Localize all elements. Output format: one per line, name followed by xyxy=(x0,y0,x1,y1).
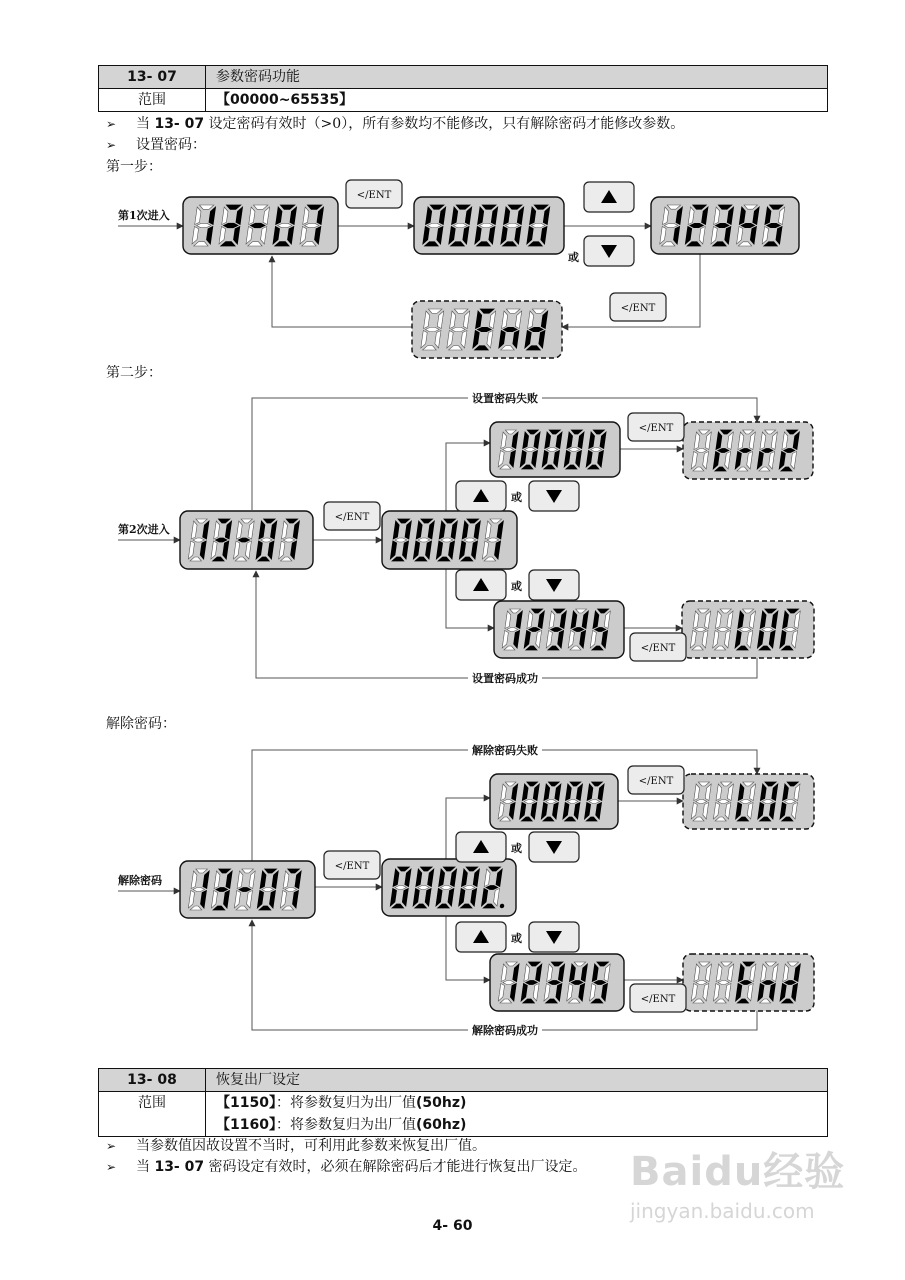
step2-heading: 第二步： xyxy=(106,365,162,381)
display-wrong-password xyxy=(490,422,620,477)
or-label: 或 xyxy=(511,580,522,593)
range-value: 【00000~65535】 xyxy=(206,89,828,112)
or-label: 或 xyxy=(511,932,522,945)
range-option-1160: 【1160】：将参数复归为出厂值(60hz) xyxy=(206,1114,828,1137)
display-right-password xyxy=(490,954,624,1011)
enter-key-icon xyxy=(324,851,380,879)
display-param-code xyxy=(180,511,313,569)
set-success-label: 设置密码成功 xyxy=(472,672,538,685)
range-label: 范围 xyxy=(99,1092,206,1137)
enter-key-icon xyxy=(628,766,684,794)
svg-text:</ENT: </ENT xyxy=(356,190,392,201)
display-input xyxy=(382,859,516,916)
entry-label: 解除密码 xyxy=(118,874,162,887)
arrowhead-bullet-icon: ➢ xyxy=(106,138,117,152)
display-set-password xyxy=(651,197,799,254)
svg-text:</ENT: </ENT xyxy=(334,512,370,523)
svg-text:</ENT: </ENT xyxy=(620,303,656,314)
set-fail-label: 设置密码失败 xyxy=(472,392,538,405)
watermark-logo: Baidu经验 xyxy=(630,1149,846,1195)
svg-text:</ENT: </ENT xyxy=(638,423,674,434)
watermark-url: jingyan.baidu.com xyxy=(630,1199,815,1223)
svg-text:</ENT: </ENT xyxy=(638,776,674,787)
note-1308-1: ➢ 当参数值因故设置不当时，可利用此参数来恢复出厂值。 xyxy=(106,1138,486,1154)
svg-text:</ENT: </ENT xyxy=(334,861,370,872)
display-err2 xyxy=(683,422,813,479)
arrowhead-bullet-icon: ➢ xyxy=(106,117,117,131)
unlock-success-label: 解除密码成功 xyxy=(472,1024,538,1037)
down-key-icon xyxy=(529,570,579,600)
unlock-heading: 解除密码： xyxy=(106,716,176,732)
up-key-icon xyxy=(456,832,506,862)
or-label: 或 xyxy=(511,491,522,504)
enter-key-icon xyxy=(628,413,684,441)
unlock-fail-label: 解除密码失败 xyxy=(472,744,538,757)
note-1307-2: ➢ 设置密码： xyxy=(106,137,206,153)
display-param-code xyxy=(180,861,315,918)
svg-text:</ENT: </ENT xyxy=(640,643,676,654)
svg-text:</ENT: </ENT xyxy=(640,994,676,1005)
or-label: 或 xyxy=(568,251,579,264)
enter-key-icon xyxy=(630,984,686,1012)
display-loc xyxy=(683,774,814,829)
display-loc xyxy=(682,601,814,658)
up-key-icon xyxy=(456,570,506,600)
step1-heading: 第一步： xyxy=(106,159,162,175)
display-wrong-password xyxy=(490,774,618,829)
range-label: 范围 xyxy=(99,89,206,112)
baidu-watermark xyxy=(630,1140,845,1223)
param-13-08-table xyxy=(98,1068,828,1137)
note-1307-1: ➢ 当 13- 07 设定密码有效时（>0），所有参数均不能修改，只有解除密码才能修改参数。 xyxy=(106,116,685,132)
page-number: 4- 60 xyxy=(432,1218,473,1234)
enter-key-icon xyxy=(346,180,402,208)
entry-label: 第2次进入 xyxy=(118,523,170,536)
up-key-icon xyxy=(456,481,506,511)
display-zero xyxy=(414,197,564,254)
down-key-icon xyxy=(529,922,579,952)
enter-key-icon xyxy=(324,502,380,530)
entry-label: 第1次进入 xyxy=(118,209,170,222)
display-end xyxy=(412,301,562,358)
arrowhead-bullet-icon: ➢ xyxy=(106,1160,117,1174)
down-key-icon xyxy=(529,832,579,862)
note-1308-2: ➢ 当 13- 07 密码设定有效时，必须在解除密码后才能进行恢复出厂设定。 xyxy=(106,1159,587,1175)
display-end xyxy=(683,954,814,1011)
param-name: 恢复出厂设定 xyxy=(206,1069,828,1092)
down-key-icon xyxy=(584,236,634,266)
up-key-icon xyxy=(456,922,506,952)
range-option-1150: 【1150】：将参数复归为出厂值(50hz) xyxy=(206,1092,828,1115)
display-input xyxy=(382,511,517,569)
display-right-password xyxy=(494,601,624,658)
up-key-icon xyxy=(584,182,634,212)
arrowhead-bullet-icon: ➢ xyxy=(106,1139,117,1153)
param-code: 13- 07 xyxy=(99,66,206,89)
param-name: 参数密码功能 xyxy=(206,66,828,89)
display-param-code xyxy=(183,197,338,254)
or-label: 或 xyxy=(511,842,522,855)
down-key-icon xyxy=(529,481,579,511)
enter-key-icon xyxy=(610,293,666,321)
param-code: 13- 08 xyxy=(99,1069,206,1092)
enter-key-icon xyxy=(630,633,686,661)
